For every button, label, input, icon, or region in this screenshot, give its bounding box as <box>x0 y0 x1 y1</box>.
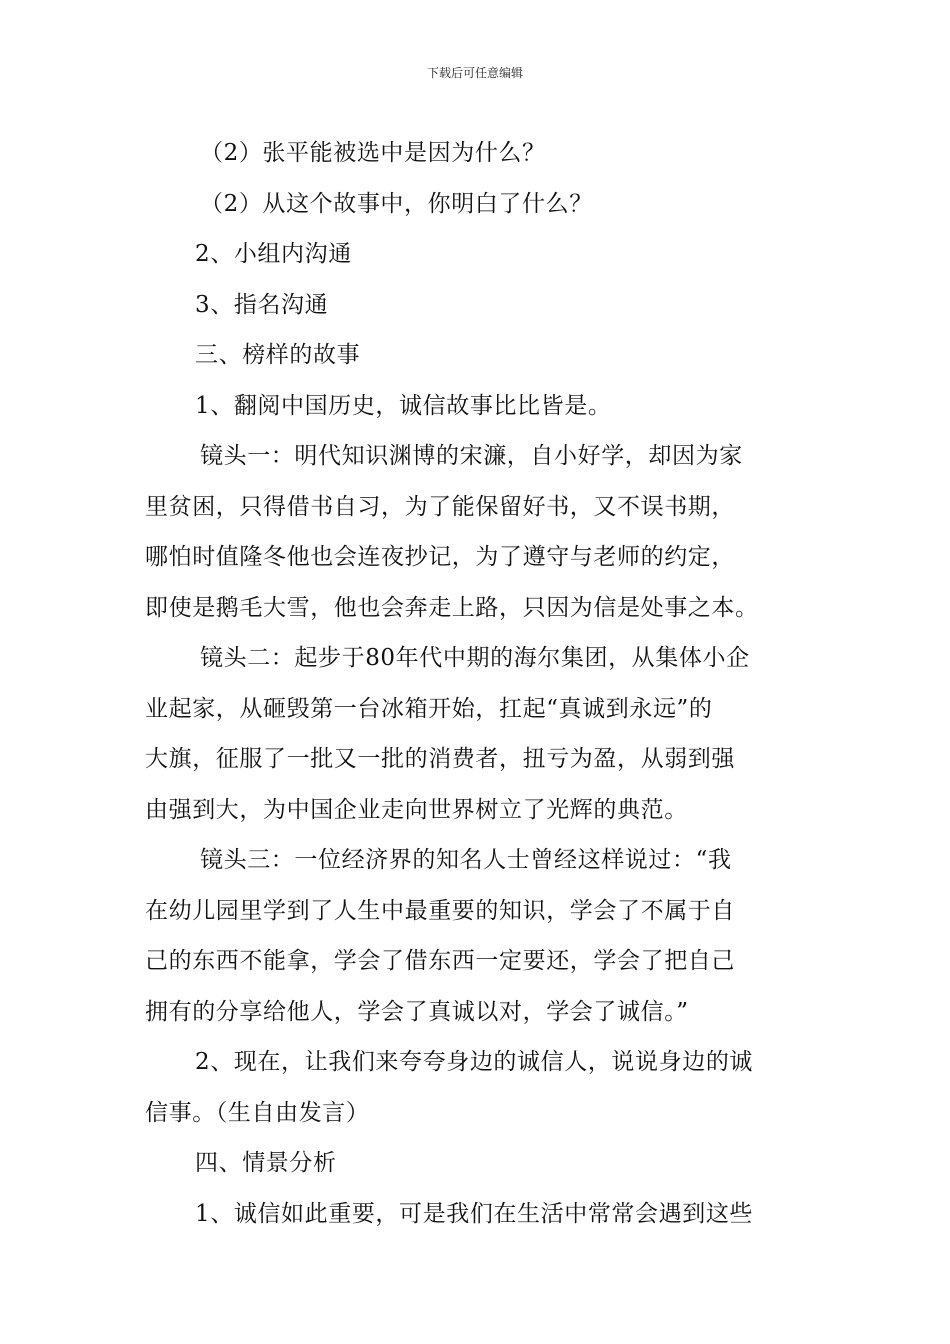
step-line: 3、指名沟通 <box>195 291 329 318</box>
document-body <box>145 128 810 1239</box>
paragraph-line: 由强到大，为中国企业走向世界树立了光辉的典范。 <box>145 796 688 823</box>
paragraph-line: 里贫困，只得借书自习，为了能保留好书，又不误书期， <box>145 493 735 520</box>
question-line: （2）张平能被选中是因为什么？ <box>200 140 546 166</box>
paragraph-line: 哪怕时值隆冬他也会连夜抄记，为了遵守与老师的约定， <box>145 544 735 570</box>
paragraph-line: 业起家，从砸毁第一台冰箱开始，扛起“真诚到永远”的 <box>145 695 713 722</box>
paragraph-line: 镜头一：明代知识渊博的宋濂，自小好学，却因为家 <box>200 443 743 469</box>
paragraph-line: 大旗，征服了一批又一批的消费者，扭亏为盈，从弱到强 <box>145 746 735 772</box>
step-line: 1、翻阅中国历史，诚信故事比比皆是。 <box>195 392 612 419</box>
paragraph-line: 1、诚信如此重要，可是我们在生活中常常会遇到这些 <box>195 1200 754 1227</box>
paragraph-line: 在幼儿园里学到了人生中最重要的知识，学会了不属于自 <box>145 897 735 924</box>
paragraph-line: 拥有的分享给他人，学会了真诚以对，学会了诚信。” <box>145 998 689 1025</box>
paragraph-line: 镜头二：起步于80年代中期的海尔集团，从集体小企 <box>200 645 750 671</box>
paragraph-line: 即使是鹅毛大雪，他也会奔走上路，只因为信是处事之本。 <box>145 594 759 621</box>
question-line: （2）从这个故事中，你明白了什么？ <box>200 190 593 217</box>
paragraph-line: 2、现在，让我们来夸夸身边的诚信人，说说身边的诚 <box>195 1049 754 1075</box>
paragraph-line: 镜头三：一位经济界的知名人士曾经这样说过：“我 <box>200 847 732 873</box>
page-header: 下载后可任意编辑 <box>426 66 523 80</box>
section-heading: 四、情景分析 <box>195 1150 337 1176</box>
step-line: 2、小组内沟通 <box>195 241 352 267</box>
paragraph-line: 信事。（生自由发言） <box>145 1099 370 1126</box>
section-heading: 三、榜样的故事 <box>195 342 361 368</box>
paragraph-line: 己的东西不能拿，学会了借东西一定要还，学会了把自己 <box>145 948 735 974</box>
